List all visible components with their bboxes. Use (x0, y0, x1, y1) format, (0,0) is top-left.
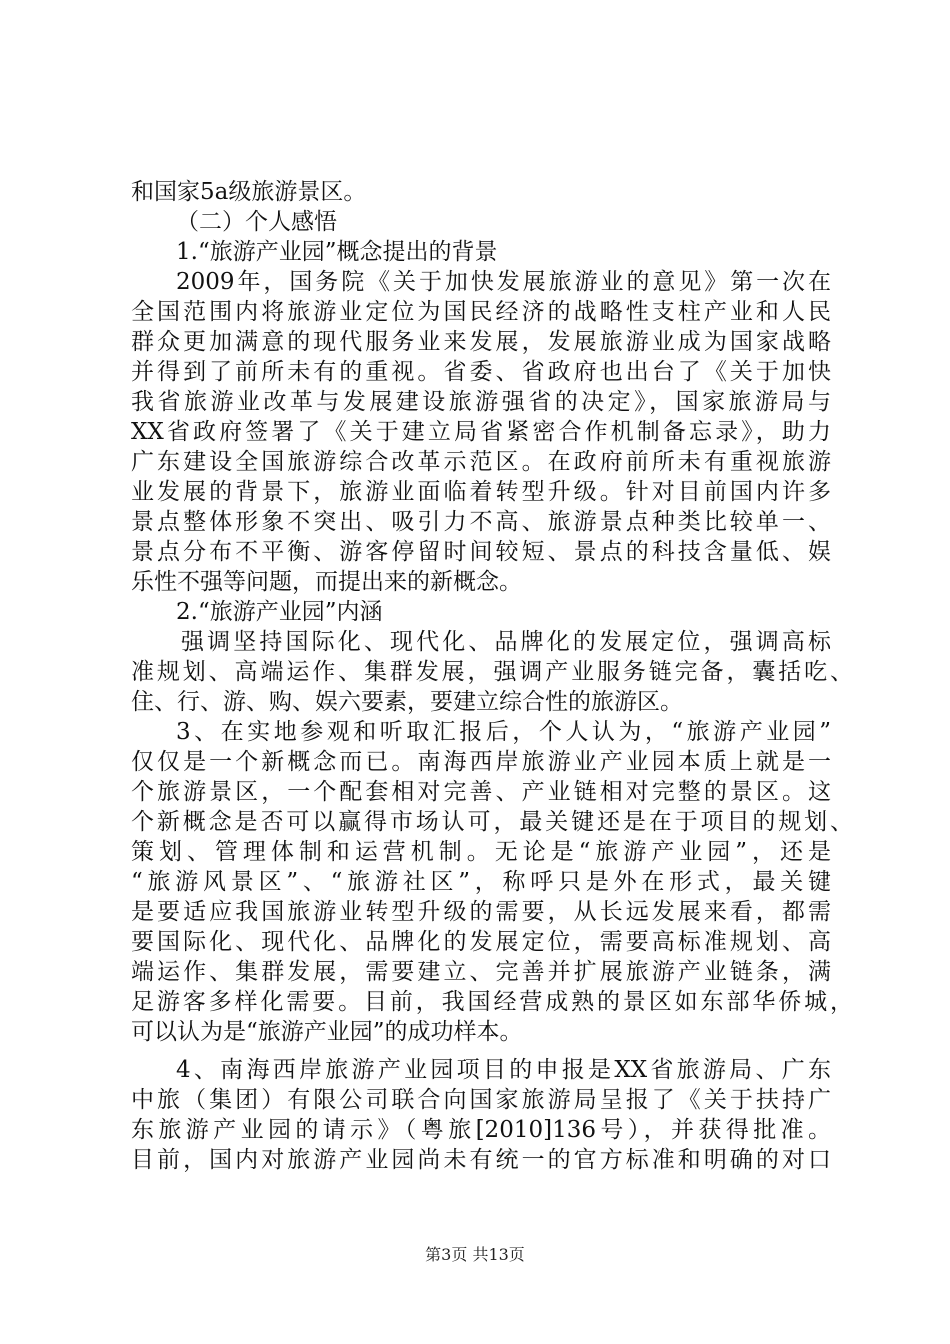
text-line: 要国际化、现代化、品牌化的发展定位，需要高标准规划、高 (131, 929, 831, 955)
text-line: 是要适应我国旅游业转型升级的需要，从长远发展来看，都需 (131, 899, 831, 925)
text-line: 端运作、集群发展，需要建立、完善并扩展旅游产业链条，满 (131, 959, 831, 985)
text-line: 景点分布不平衡、游客停留时间较短、景点的科技含量低、娱 (131, 539, 831, 565)
text-line: 个新概念是否可以赢得市场认可，最关键还是在于项目的规划、 (131, 809, 853, 835)
text-line: 足游客多样化需要。目前，我国经营成熟的景区如东部华侨城， (131, 989, 853, 1015)
subsection-heading: 1.“旅游产业园”概念提出的背景 (176, 239, 498, 265)
text-line: 住、行、游、购、娱六要素，要建立综合性的旅游区。 (131, 689, 683, 715)
text-line: 群众更加满意的现代服务业来发展，发展旅游业成为国家战略 (131, 329, 831, 355)
text-line: 强调坚持国际化、现代化、品牌化的发展定位，强调高标 (181, 629, 831, 655)
text-line: “旅游风景区”、“旅游社区”，称呼只是外在形式，最关键 (131, 869, 831, 895)
section-heading: （二）个人感悟 (176, 209, 337, 235)
text-line: 准规划、高端运作、集群发展，强调产业服务链完备，囊括吃、 (131, 659, 853, 685)
text-line: 策划、管理体制和运营机制。无论是“旅游产业园”，还是 (131, 839, 831, 865)
text-line: 仅仅是一个新概念而已。南海西岸旅游业产业园本质上就是一 (131, 749, 831, 775)
text-line: 我省旅游业改革与发展建设旅游强省的决定》，国家旅游局与 (131, 389, 831, 415)
text-line: 目前，国内对旅游产业园尚未有统一的官方标准和明确的对口 (131, 1147, 831, 1173)
text-line: 景点整体形象不突出、吸引力不高、旅游景点种类比较单一、 (131, 509, 831, 535)
subsection-heading: 2.“旅游产业园”内涵 (176, 599, 383, 625)
text-line: 4、南海西岸旅游产业园项目的申报是XX省旅游局、广东 (176, 1057, 831, 1083)
text-line: 可以认为是“旅游产业园”的成功样本。 (131, 1019, 523, 1045)
text-line: 全国范围内将旅游业定位为国民经济的战略性支柱产业和人民 (131, 299, 831, 325)
text-line: 并得到了前所未有的重视。省委、省政府也出台了《关于加快 (131, 359, 831, 385)
text-line: 业发展的背景下，旅游业面临着转型升级。针对目前国内许多 (131, 479, 831, 505)
text-line: 东旅游产业园的请示》（粤旅[2010]136号），并获得批准。 (131, 1117, 831, 1143)
page-footer: 第3页 共13页 (425, 1245, 525, 1264)
text-line: 中旅（集团）有限公司联合向国家旅游局呈报了《关于扶持广 (131, 1087, 831, 1113)
text-line: 3、在实地参观和听取汇报后，个人认为，“旅游产业园” (176, 719, 831, 745)
text-line: XX省政府签署了《关于建立局省紧密合作机制备忘录》，助力 (131, 419, 831, 445)
text-line: 广东建设全国旅游综合改革示范区。在政府前所未有重视旅游 (131, 449, 831, 475)
text-line: 2009年，国务院《关于加快发展旅游业的意见》第一次在 (176, 269, 831, 295)
text-line: 个旅游景区，一个配套相对完善、产业链相对完整的景区。这 (131, 779, 831, 805)
text-line: 乐性不强等问题，而提出来的新概念。 (131, 569, 522, 595)
text-line: 和国家5a级旅游景区。 (131, 179, 367, 205)
